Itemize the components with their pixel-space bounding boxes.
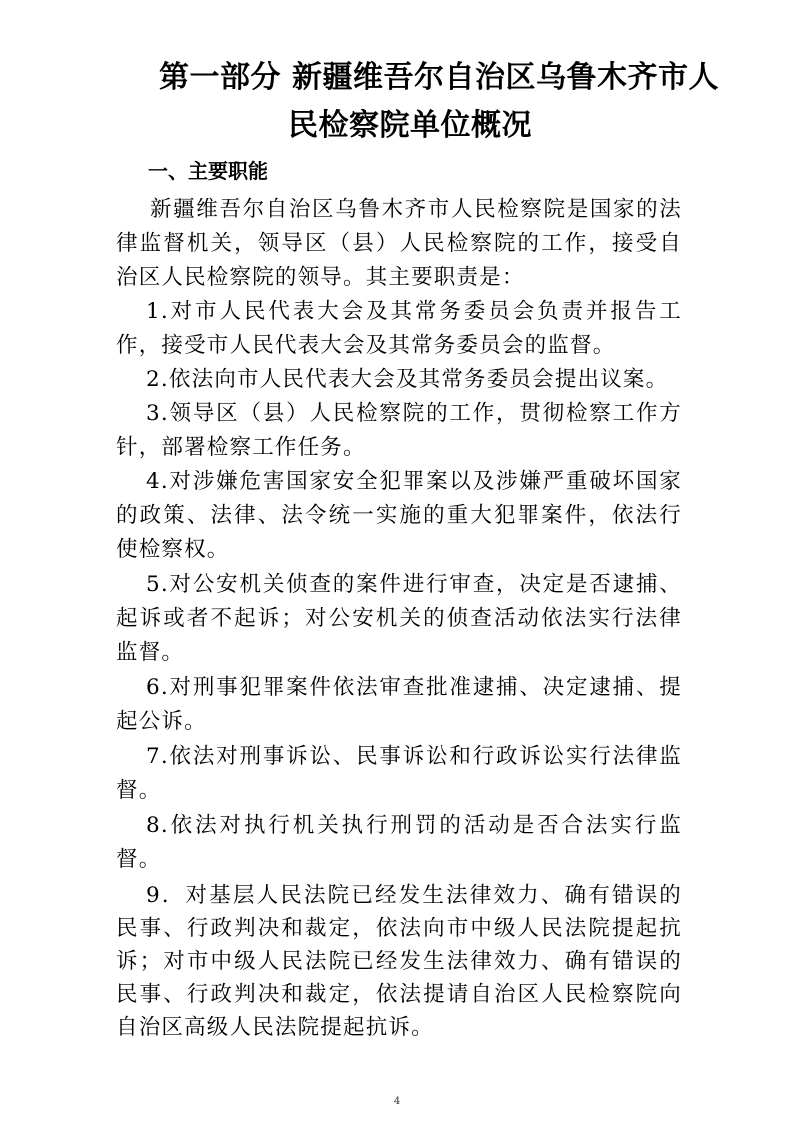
duty-item-5: 5.对公安机关侦查的案件进行审查，决定是否逮捕、起诉或者不起诉；对公安机关的侦查活动依法实行法律监督。: [116, 572, 682, 665]
duty-item-4: 4.对涉嫌危害国家安全犯罪案以及涉嫌严重破坏国家的政策、法律、法令统一实施的重大犯罪案件，依法行使检察权。: [116, 469, 682, 562]
page-number: 4: [393, 1096, 401, 1107]
duty-item-3: 3.领导区（县）人民检察院的工作，贯彻检察工作方针，部署检察工作任务。: [116, 401, 682, 460]
section-heading: 一、主要职能: [148, 159, 268, 183]
duty-item-8: 8.依法对执行机关执行刑罚的活动是否合法实行监督。: [116, 813, 682, 872]
duty-item-1: 1.对市人民代表大会及其常务委员会负责并报告工作，接受市人民代表大会及其常务委员会的监督。: [116, 299, 682, 358]
duty-item-9: 9．对基层人民法院已经发生法律效力、确有错误的民事、行政判决和裁定，依法向市中级人民法院提起抗诉；对市中级人民法院已经发生法律效力、确有错误的民事、行政判决和裁定，依法提请自治区人民检察院向自治区高级人民法院提起抗诉。: [116, 883, 682, 1040]
page-title-line-1: 第一部分 新疆维吾尔自治区乌鲁木齐市人: [159, 60, 719, 95]
page-title-line-2: 民检察院单位概况: [288, 108, 532, 143]
duty-item-7: 7.依法对刑事诉讼、民事诉讼和行政诉讼实行法律监督。: [116, 744, 682, 803]
duty-item-2: 2.依法向市人民代表大会及其常务委员会提出议案。: [146, 367, 669, 392]
intro-paragraph: 新疆维吾尔自治区乌鲁木齐市人民检察院是国家的法律监督机关，领导区（县）人民检察院的工作，接受自治区人民检察院的领导。其主要职责是：: [116, 197, 682, 290]
duty-item-6: 6.对刑事犯罪案件依法审查批准逮捕、决定逮捕、提起公诉。: [116, 675, 682, 734]
